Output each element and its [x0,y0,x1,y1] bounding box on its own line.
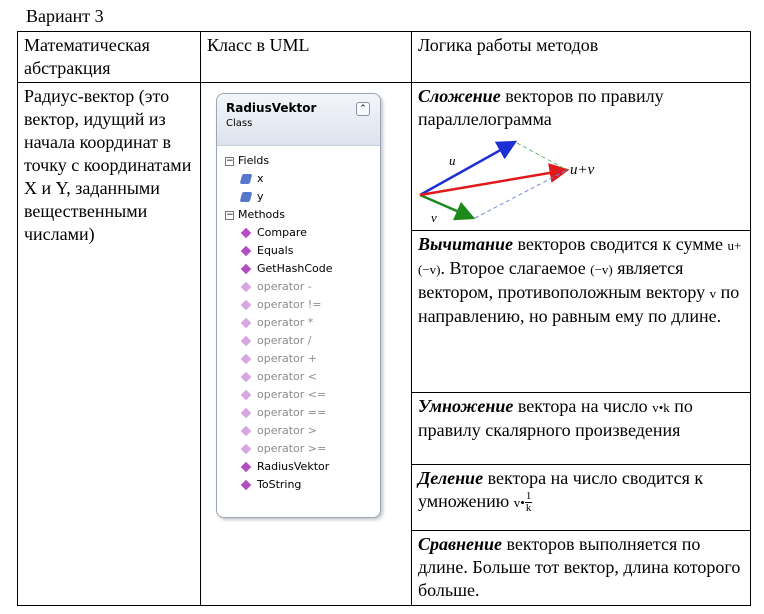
uml-method[interactable] [225,440,380,458]
table-header-row [18,32,751,83]
label-v: v [431,210,437,225]
abstraction-cell: Радиус-вектор (это вектор, идущий из начала координат в точку с координатами X и Y, заданными вещественными числами) [18,83,201,606]
cmp-text: векторов выполняется по длине. Больше тот вектор, длина которого больше. [418,534,741,600]
sub-formula-1: u+(−v) [418,238,742,277]
div-cell [412,465,751,531]
method-icon [241,354,252,365]
method-icon [241,228,252,239]
header-uml: Класс в UML [201,32,412,83]
sub-formula-3: v [709,286,717,301]
uml-method[interactable] [225,278,380,296]
add-title: Сложение [418,86,501,106]
fraction-numerator: 1 [525,490,532,503]
div-formula-v: v• [513,495,525,510]
methods-list [225,224,380,494]
label-sum: u+v [570,162,595,178]
div-text: вектора на число сводится к умножению [418,468,704,511]
field-name: y [257,190,264,203]
uml-method[interactable] [225,404,380,422]
field-icon [240,174,253,184]
uml-method[interactable] [225,224,380,242]
collapse-chevron-icon[interactable]: ⌃ [356,102,370,116]
uml-class-name: RadiusVektor [226,101,317,115]
sub-text-3: является вектором, противоположным вектору [418,258,710,302]
method-name: operator - [257,280,312,293]
uml-method[interactable] [225,350,380,368]
table-row [18,83,751,231]
sub-title: Вычитание [418,234,513,254]
vector-addition-diagram [417,138,617,230]
add-text: векторов по правилу параллелограмма [418,86,664,129]
uml-method[interactable] [225,314,380,332]
uml-field[interactable] [225,188,380,206]
sub-cell [412,231,751,393]
field-name: x [257,172,264,185]
method-name: ToString [257,478,302,491]
method-icon [241,408,252,419]
methods-label: Methods [238,208,285,221]
method-name: operator >= [257,442,327,455]
parallelogram-side-1 [517,143,567,170]
fields-label: Fields [238,154,270,167]
method-icon [241,480,252,491]
uml-method[interactable] [225,368,380,386]
method-name: operator * [257,316,314,329]
uml-method[interactable] [225,296,380,314]
method-icon [241,282,252,293]
div-title: Деление [418,468,484,488]
header-abstraction: Математическая абстракция [18,32,201,83]
uml-method[interactable] [225,260,380,278]
method-name: RadiusVektor [257,460,330,473]
method-icon [241,246,252,257]
uml-class-header [217,94,380,146]
method-icon [241,372,252,383]
uml-method[interactable] [225,386,380,404]
method-icon [241,444,252,455]
method-icon [241,318,252,329]
label-u: u [449,153,456,168]
fields-list [225,170,380,206]
method-name: operator == [257,406,327,419]
collapse-minus-icon[interactable]: − [226,155,234,166]
fields-section[interactable] [225,152,380,170]
method-name: Compare [257,226,307,239]
sub-text-1: векторов сводится к сумме [512,234,728,254]
method-icon [241,300,252,311]
method-icon [241,462,252,473]
methods-section[interactable] [225,206,380,224]
mul-formula: v•k [652,400,670,415]
method-name: GetHashCode [257,262,333,275]
uml-class-box [216,93,381,518]
uml-method[interactable] [225,242,380,260]
mul-text-1: вектора на число [513,396,653,416]
method-icon [241,336,252,347]
method-name: Equals [257,244,294,257]
method-name: operator > [257,424,318,437]
mul-cell [412,393,751,465]
method-name: operator != [257,298,322,311]
sub-text-2: . Второе слагаемое [440,258,591,278]
uml-method[interactable] [225,332,380,350]
mul-text-2: по правилу скалярного произведения [418,396,693,440]
cmp-title: Сравнение [418,534,503,554]
field-icon [240,192,253,202]
div-fraction [525,491,533,514]
mul-title: Умножение [418,396,514,416]
collapse-minus-icon[interactable]: − [226,209,234,220]
method-name: operator / [257,334,312,347]
method-name: operator < [257,370,318,383]
uml-class-kind: Class [226,118,253,129]
methods-table [17,31,751,606]
header-logic: Логика работы методов [412,32,751,83]
method-icon [241,390,252,401]
uml-field[interactable] [225,170,380,188]
method-icon [241,264,252,275]
uml-method[interactable] [225,458,380,476]
sub-text-4: по направлению, но равным ему по длине. [418,282,740,326]
method-name: operator + [257,352,318,365]
uml-method[interactable] [225,422,380,440]
sub-formula-2: (−v) [590,262,613,277]
uml-method[interactable] [225,476,380,494]
vector-v [420,195,473,218]
variant-title: Вариант 3 [26,6,104,26]
method-name: operator <= [257,388,327,401]
fraction-denominator: k [525,502,532,515]
uml-members [217,146,380,494]
cmp-cell [412,531,751,606]
method-icon [241,426,252,437]
